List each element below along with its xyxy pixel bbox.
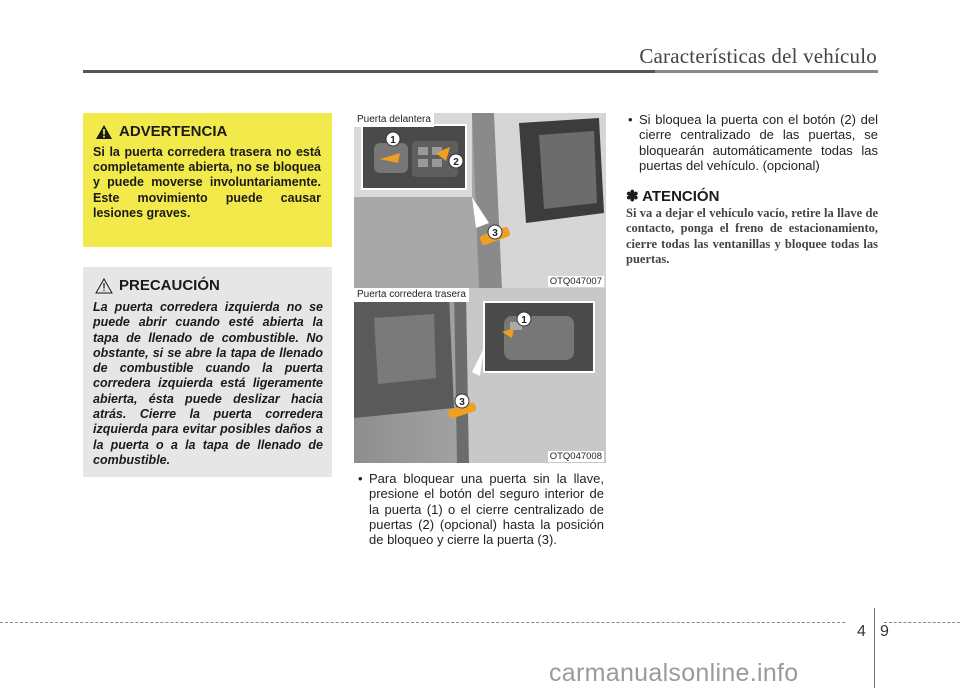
caution-line: puerta corredera izquierda está xyxy=(93,361,323,391)
caution-triangle-icon xyxy=(95,278,113,294)
warning-text xyxy=(93,145,321,221)
attention-line: ventanillas y bloquee todas las puertas. xyxy=(626,236,879,266)
caution-title-row xyxy=(95,277,220,294)
footer-rule-left xyxy=(0,622,845,623)
paragraph-line: puertas (2) (opcional) hasta la xyxy=(369,516,551,532)
attention-line: llave de contacto, ponga el freno de xyxy=(626,206,879,236)
page-number-separator xyxy=(874,608,875,688)
watermark: carmanualsonline.info xyxy=(549,659,799,687)
rear-door-callouts xyxy=(354,288,606,463)
attention-title: ✽ ATENCIÓN xyxy=(626,188,720,205)
callout-3: 3 xyxy=(492,228,498,239)
rear-door-figure xyxy=(354,288,606,463)
section-number: 4 xyxy=(857,623,866,640)
bullet-dot: • xyxy=(358,471,363,486)
warning-line: está completamente abierta, no se xyxy=(93,145,321,175)
paragraph-line: del cierre centralizado de las puertas, xyxy=(639,112,878,143)
rear-door-code: OTQ047008 xyxy=(549,451,602,462)
warning-box xyxy=(83,113,332,247)
paragraph-line: Para bloquear una puerta sin la llave, xyxy=(369,471,604,486)
caution-title: PRECAUCIÓN xyxy=(119,277,220,294)
paragraph-line: se bloquearán automáticamente todas xyxy=(639,127,878,158)
attention-line: estacionamiento, cierre todas las xyxy=(626,221,878,251)
paragraph-line: puerta (3). xyxy=(496,532,557,548)
callout-2: 2 xyxy=(453,157,459,168)
front-door-code: OTQ047007 xyxy=(549,276,602,287)
rear-door-label: Puerta corredera trasera xyxy=(354,288,469,302)
bullet-dot: • xyxy=(628,112,633,127)
caution-line: deslizar hacia atrás. Cierre la puerta xyxy=(93,391,323,422)
warning-title-row xyxy=(95,123,227,140)
caution-line: posibles daños a la puerta o a la xyxy=(93,422,323,452)
warning-line: involuntariamente. Este xyxy=(93,175,321,205)
callout-1: 1 xyxy=(390,135,396,146)
warning-line: bloquea y puede moverse xyxy=(93,160,321,190)
caution-box xyxy=(83,267,332,477)
header-rule-accent xyxy=(655,70,878,73)
caution-text xyxy=(93,300,323,468)
warning-line: graves. xyxy=(146,205,191,220)
front-door-figure xyxy=(354,113,606,288)
attention-line: Si va a dejar el vehículo vacío, retire la xyxy=(626,206,834,220)
caution-line: ligeramente abierta, ésta puede xyxy=(93,376,323,406)
paragraph-line: la puerta (1) o el cierre centralizado de xyxy=(369,501,604,517)
attention-text xyxy=(626,206,878,267)
paragraph-line: las puertas del vehículo. (opcional) xyxy=(639,142,878,173)
callout-3: 3 xyxy=(459,397,465,408)
warning-triangle-icon xyxy=(95,124,113,140)
paragraph-line: posición de bloqueo y cierre la xyxy=(369,516,604,548)
caution-line: tapa de llenado de combustible. No xyxy=(93,330,323,345)
caution-line: La puerta corredera izquierda no se xyxy=(93,300,323,314)
caution-line: corredera izquierda para evitar xyxy=(93,407,323,437)
callout-1: 1 xyxy=(521,315,527,326)
caution-line: puede abrir cuando esté abierta la xyxy=(93,315,323,330)
central-lock-paragraph xyxy=(628,112,878,173)
warning-title: ADVERTENCIA xyxy=(119,123,228,140)
front-door-callouts xyxy=(354,113,606,288)
front-door-label: Puerta delantera xyxy=(354,113,434,127)
paragraph-line: presione el botón del seguro interior de xyxy=(369,486,604,502)
caution-line: tapa de llenado de combustible. xyxy=(93,437,323,467)
caution-line: llenado de combustible cuando la xyxy=(93,345,323,376)
paragraph-line: Si bloquea la puerta con el botón (2) xyxy=(639,112,856,127)
warning-line: movimiento puede causar lesiones xyxy=(93,190,321,220)
warning-line: Si la puerta corredera trasera no xyxy=(93,145,292,159)
lock-without-key-paragraph xyxy=(358,471,604,548)
page-number: 9 xyxy=(880,623,889,640)
page-header-title: Características del vehículo xyxy=(639,44,877,68)
caution-line: obstante, si se abre la tapa de xyxy=(93,345,276,360)
footer-rule-right xyxy=(884,622,960,623)
